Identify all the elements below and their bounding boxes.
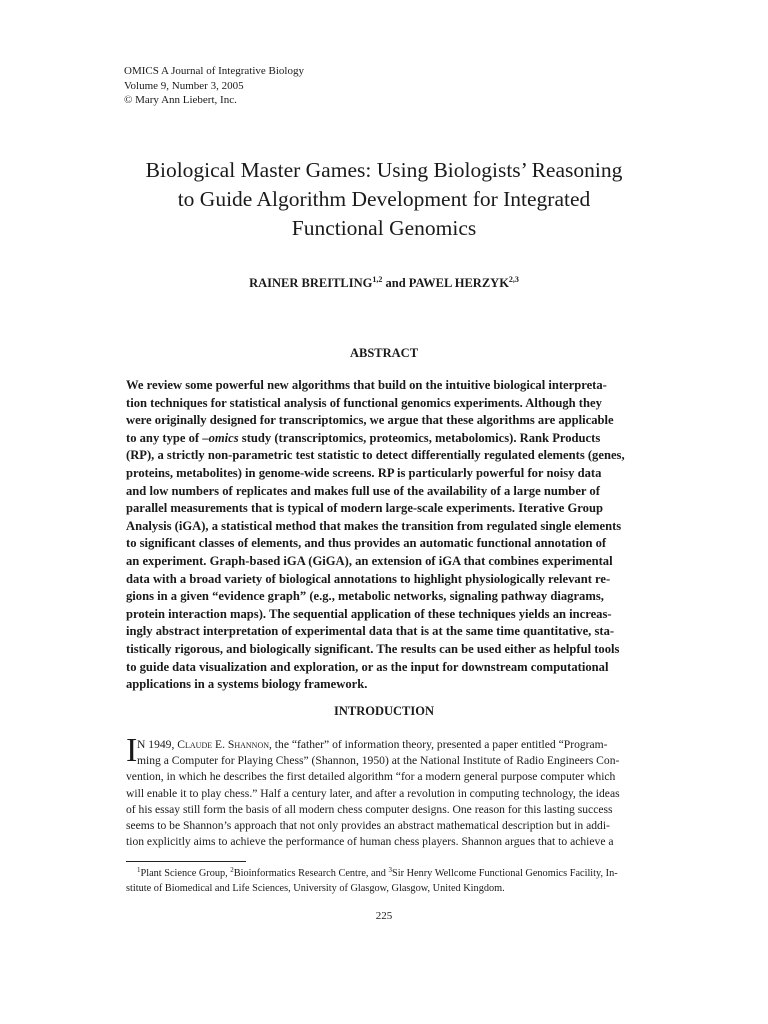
abstract-line (126, 430, 625, 448)
abstract-heading: ABSTRACT (349, 346, 419, 360)
omics-emphasis: omics (208, 430, 239, 445)
author-1: RAINER BREITLING (249, 276, 373, 290)
abstract-line: proteins, metabolites) in genome-wide screens. RP is particularly powerful for noisy data (126, 465, 602, 480)
footnote-sup: 2 (230, 866, 234, 874)
introduction-heading: INTRODUCTION (333, 704, 434, 718)
abstract-line: applications in a systems biology framework. (126, 677, 368, 692)
author-conjunction: and (382, 276, 409, 290)
abstract-line: ingly abstract interpretation of experimental data that is at the same time quantitative, sta- (126, 624, 615, 639)
abstract-line: We review some powerful new algorithms that build on the intuitive biological interpreta- (126, 378, 607, 392)
footnote-text: Plant Science Group, (140, 868, 231, 879)
intro-line: of his essay still form the basis of all modern chess computer designs. One reason for this lasting success (126, 802, 613, 816)
abstract-line: tistically rigorous, and biologically significant. The results can be used either as helpful tools (126, 641, 620, 656)
abstract-line: to guide data visualization and exploration, or as the input for downstream computational (126, 659, 609, 674)
article-title (100, 156, 668, 243)
footnote-line: stitute of Biomedical and Life Sciences, University of Glasgow, Glasgow, United Kingdom. (126, 883, 505, 894)
abstract-line: (RP), a strictly non-parametric test statistic to detect differentially regulated elements (genes, (126, 448, 625, 463)
abstract-body (126, 377, 625, 694)
intro-line: will enable it to play chess.” Half a century later, and after a revolution in computing technology, the ideas (126, 786, 620, 800)
journal-copyright: © Mary Ann Liebert, Inc. (124, 94, 237, 106)
intro-line (126, 737, 620, 753)
abstract-line: data with a broad variety of biological annotations to highlight physiologically relevant re- (126, 571, 611, 586)
journal-name: OMICS A Journal of Integrative Biology (124, 65, 304, 77)
title-line-1: Biological Master Games: Using Biologists’ Reasoning (145, 158, 623, 182)
footnote-text: Sir Henry Wellcome Functional Genomics Facility, In- (392, 868, 618, 879)
author-line (100, 276, 668, 291)
abstract-line: parallel measurements that is typical of modern large-scale experiments. Iterative Group (126, 501, 603, 516)
page-number: 225 (375, 910, 393, 922)
title-line-3: Functional Genomics (291, 216, 477, 240)
intro-line-part: N 1949, (137, 738, 178, 751)
abstract-line: and low numbers of replicates and makes full use of the availability of a large number of (126, 483, 600, 498)
intro-line: ming a Computer for Playing Chess” (Shannon, 1950) at the National Institute of Radio Engineers Con- (137, 754, 620, 768)
title-line-2: to Guide Algorithm Development for Integrated (177, 187, 591, 211)
abstract-line: an experiment. Graph-based iGA (GiGA), an extension of iGA that combines experimental (126, 553, 613, 568)
author-name-smallcaps: Claude E. Shannon (177, 738, 269, 751)
footnote-sup: 1 (137, 866, 141, 874)
author-1-affiliation: 1,2 (372, 275, 383, 284)
abstract-line: tion techniques for statistical analysis of functional genomics experiments. Although they (126, 395, 602, 410)
intro-line: vention, in which he describes the first detailed algorithm “for a modern general purpose computer which (126, 770, 616, 784)
intro-line: seems to be Shannon’s approach that not only provides an abstract mathematical description but in addi- (126, 819, 610, 833)
abstract-line: gions in a given “evidence graph” (e.g., metabolic networks, signaling pathway diagrams, (126, 589, 604, 604)
abstract-line: to significant classes of elements, and thus provides an automatic functional annotation of (126, 536, 607, 551)
abstract-line: Analysis (iGA), a statistical method that makes the transition from regulated single elements (126, 518, 622, 533)
journal-volume: Volume 9, Number 3, 2005 (124, 79, 244, 92)
abstract-line-part: study (transcriptomics, proteomics, metabolomics). Rank Products (238, 430, 601, 445)
intro-line: tion explicitly aims to achieve the performance of human chess players. Shannon argues that to achieve a (126, 835, 614, 849)
author-2: PAWEL HERZYK (408, 276, 509, 290)
footnote-sup: 3 (388, 866, 392, 874)
abstract-line: protein interaction maps). The sequential application of these techniques yields an increas- (126, 606, 612, 621)
journal-header (124, 64, 304, 108)
footnote-line (126, 866, 618, 881)
footnote-text: Bioinformatics Research Centre, and (233, 868, 389, 879)
introduction-body (126, 732, 620, 850)
author-2-affiliation: 2,3 (508, 275, 519, 284)
drop-cap: I (126, 732, 138, 769)
abstract-line-part: to any type of – (126, 430, 209, 445)
affiliation-footnote (126, 866, 618, 896)
intro-line-part: , the “father” of information theory, presented a paper entitled “Program- (269, 738, 608, 751)
footnote-rule (126, 861, 246, 862)
abstract-line: were originally designed for transcriptomics, we argue that these algorithms are applicable (126, 413, 614, 428)
